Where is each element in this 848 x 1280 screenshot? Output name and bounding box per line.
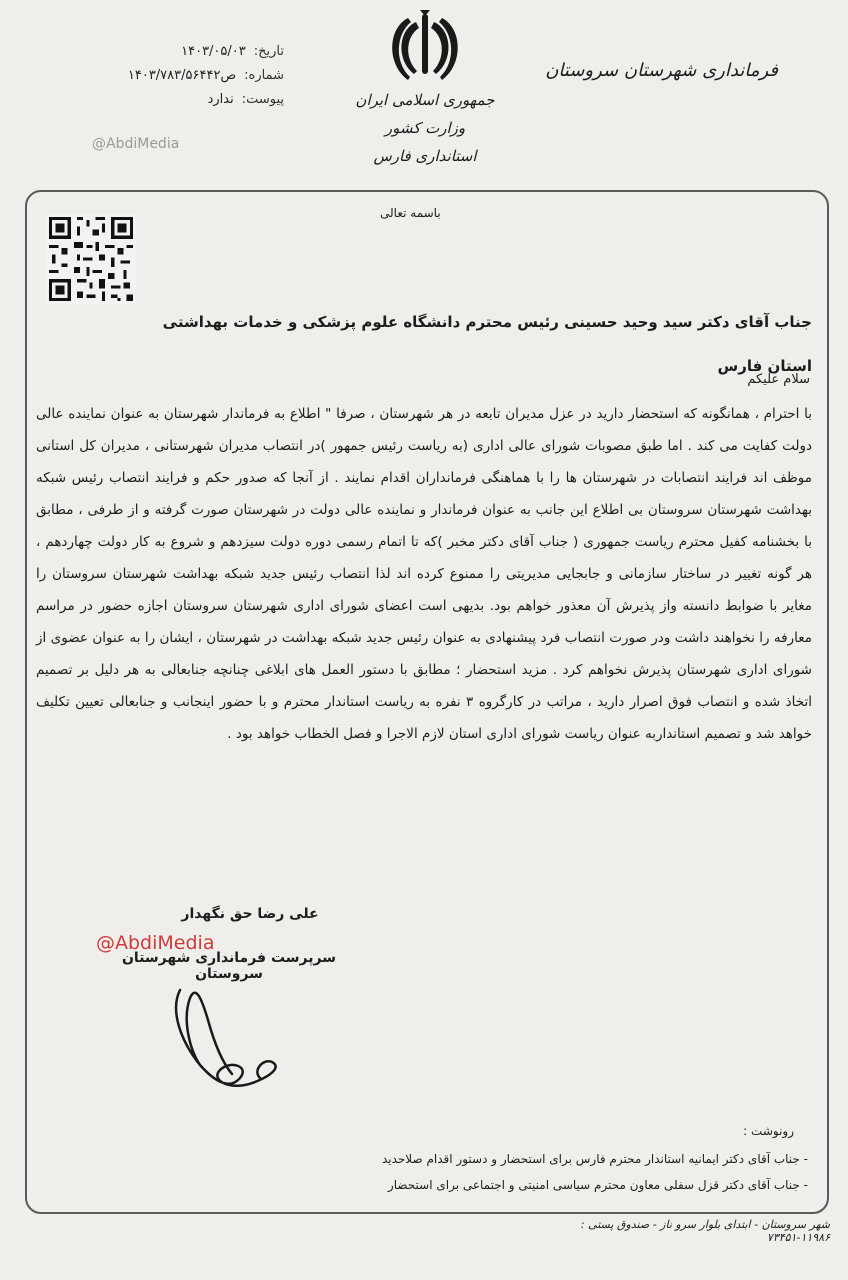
issuer-line-3: استانداری فارس — [373, 147, 477, 165]
attachment-row — [44, 88, 284, 112]
number-row — [44, 64, 284, 88]
letter-meta — [44, 40, 284, 112]
watermark-mid: @AbdiMedia — [96, 932, 215, 954]
issuer-line-2: وزارت کشور — [384, 119, 466, 137]
watermark-top: @AbdiMedia — [92, 136, 180, 152]
signer-title: سرپرست فرمانداری شهرستان سروستان — [121, 950, 337, 982]
addressee-line-1: جناب آقای دکتر سید وحید حسینی رئیس محترم دانشگاه علوم پزشکی و خدمات بهداشتی — [162, 313, 812, 331]
greeting: سلام علیکم — [747, 372, 810, 387]
date-row — [44, 40, 284, 64]
governorate-title: فرمانداری شهرستان سروستان — [545, 60, 778, 81]
date-label: تاریخ: — [253, 44, 284, 59]
number-value: ص۱۴۰۳/۷۸۳/۵۶۴۴۲ — [127, 68, 237, 83]
cc-item: - جناب آقای دکتر ایمانیه استاندار محترم فارس برای استحضار و دستور اقدام صلاحدید — [381, 1152, 808, 1166]
footer-address: شهر سروستان - ابتدای بلوار سرو ناز - صندوق پستی : ۱۱۹۸۶-۷۳۴۵۱ — [580, 1218, 830, 1244]
addressee-line-2: استان فارس — [717, 357, 812, 375]
handwritten-signature-icon — [160, 970, 310, 1100]
cc-label: رونوشت : — [743, 1124, 794, 1138]
signer-name: علی رضا حق نگهدار — [181, 906, 319, 922]
cc-item: - جناب آقای دکتر قزل سفلی معاون محترم سیاسی امنیتی و اجتماعی برای استحضار — [387, 1178, 808, 1192]
issuer-block — [330, 86, 520, 170]
attachment-value: ندارد — [207, 92, 234, 107]
issuer-line-1: جمهوری اسلامی ایران — [355, 91, 495, 109]
attachment-label: پیوست: — [241, 92, 284, 107]
addressee — [122, 300, 812, 388]
date-value: ۱۴۰۳/۰۵/۰۳ — [181, 44, 246, 59]
number-label: شماره: — [244, 68, 284, 83]
cc-list — [248, 1146, 808, 1198]
letter-body: با احترام ، همانگونه که استحضار دارید در عزل مدیران تابعه در هر شهرستان ، صرفا " اطلاع به فرماندار شهرستان به عنوان نماینده عالی دولت کفایت می کند . اما طبق مصوبات شورای عالی اداری (به ریاست رئیس جمهور )در انتصاب مدیران شهرستانی ، مدیران کل استانی موظف اند فرایند انتصابات در شهرستان ها را با هماهنگی فرمانداران اقدام نمایند . از آنجا که صدور حکم و فرایند انتصاب رئیس شبکه بهداشت شهرستان سروستان بی اطلاع این جانب به عنوان فرماندار و نماینده عالی دولت در شهرستان صورت گرفته و از طرفی ، مطابق با بخشنامه کفیل محترم ریاست جمهوری ( جناب آقای دکتر مخبر )که تا اتمام رسمی دوره دولت سیزدهم و شروع به کار دولت چهاردهم ، هر گونه تغییر در ساختار سازمانی و جابجایی مدیریتی را ممنوع کرده اند لذا انتصاب رئیس جدید شبکه بهداشت شهرستان سروستان را مغایر با ضوابط دانسته واز پذیرش آن معذور خواهم بود. بدیهی است اعضای شورای اداری شهرستان سروستان اجازه حضور در مراسم معارفه را نخواهند داشت ودر صورت انتصاب فرد پیشنهادی به عنوان رئیس جدید شبکه بهداشت در شهرستان ، ایشان را به عنوان عضوی از شورای اداری شهرستان پذیرش نخواهم کرد . مزید استحضار ؛ مطابق با دستور العمل های ابلاغی چنانچه جنابعالی به هر دلیل بر تصمیم اتخاذ شده و انتصاب فوق اصرار دارید ، مراتب در کارگروه ۳ نفره به ریاست استاندار محترم و با حضور اینجانب و جنابعالی تعیین تکلیف خواهد شد و تصمیم استانداربه عنوان ریاست شورای اداری استان لازم الاجرا و فصل الخطاب خواهد بود . — [36, 406, 812, 742]
qr-code-icon — [46, 214, 136, 304]
letter-header — [0, 0, 848, 190]
iran-emblem-icon — [384, 8, 466, 90]
basmala: باسمه تعالی — [380, 206, 441, 220]
